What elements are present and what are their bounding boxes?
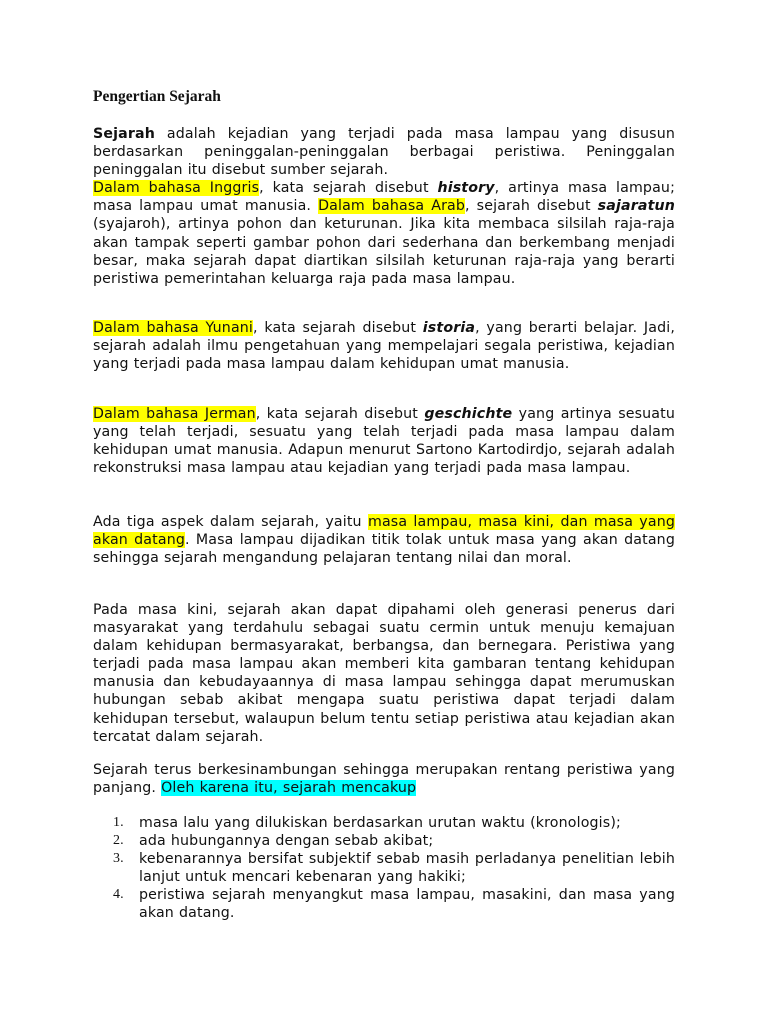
term-geschichte: geschichte: [424, 406, 513, 422]
text-span: , kata sejarah disebut: [255, 406, 425, 422]
list-item-text: masa lalu yang dilukiskan berdasarkan urutan waktu (kronologis);: [139, 815, 621, 831]
text-span: , yang berarti belajar. Jadi, sejarah adalah ilmu pengetahuan yang mempelajari segala peristiwa, kejadian yang terjadi pada masa lampau dalam kehidupan umat manusia.: [93, 320, 675, 373]
list-item-text: peristiwa sejarah menyangkut masa lampau, masakini, dan masa yang akan datang.: [139, 887, 675, 922]
text-span: (syajaroh), artinya pohon dan keturunan. Jika kita membaca silsilah raja-raja akan tampak seperti gambar pohon dari sederhana dan berkembang menjadi besar, maka sejarah dapat diartikan silsilah keturunan raja-raja yang berarti peristiwa pemerintahan keluarga raja pada masa lampau.: [93, 216, 675, 287]
text-span: Sejarah terus berkesinambungan sehingga merupakan rentang peristiwa yang panjang.: [93, 762, 675, 797]
list-item: [93, 850, 675, 886]
highlight-mencakup: Oleh karena itu, sejarah mencakup: [161, 780, 417, 797]
text-span: , kata sejarah disebut: [259, 180, 438, 197]
text-span: , artinya masa lampau; masa lampau umat manusia.: [93, 180, 675, 215]
text-span: , sejarah disebut: [465, 198, 598, 215]
highlight-arab: Dalam bahasa Arab: [318, 198, 466, 215]
paragraph-yunani: [93, 319, 675, 373]
list-item-text: ada hubungannya dengan sebab akibat;: [139, 833, 434, 850]
term-history: history: [437, 180, 495, 197]
list-number: 2.: [113, 833, 124, 849]
paragraph-berkesinambungan: [93, 761, 675, 797]
term-sejarah: Sejarah: [93, 126, 155, 142]
paragraph-jerman: [93, 405, 675, 477]
scope-list: [93, 814, 675, 923]
text-span: yang artinya sesuatu yang telah terjadi, sesuatu yang telah terjadi pada masa lampau dalam kehidupan umat manusia. Adapun menurut Sartono Kartodirdjo, sejarah adalah rekonstruksi masa lampau atau kejadian yang terjadi pada masa lampau.: [93, 406, 675, 477]
text-span: , kata sejarah disebut: [253, 320, 423, 336]
list-number: 3.: [113, 851, 124, 867]
text-span: . Masa lampau dijadikan titik tolak untuk masa yang akan datang sehingga sejarah mengandung pelajaran tentang nilai dan moral.: [93, 532, 675, 567]
term-istoria: istoria: [422, 320, 476, 336]
term-sajaratun: sajaratun: [597, 198, 675, 215]
list-item: [93, 832, 675, 850]
text-span: Pada masa kini, sejarah akan dapat dipahami oleh generasi penerus dari masyarakat yang terdahulu sebagai suatu cermin untuk menuju kemajuan dalam kehidupan bermasyarakat, berbangsa, dan bernegara. Peristiwa yang terjadi pada masa lampau akan memberi kita gambaran tentang kehidupan manusia dan kebudayaannya di masa lampau sehingga dapat merumuskan hubungan sebab akibat mengapa suatu peristiwa dapat terjadi dalam kehidupan tersebut, walaupun belum tentu setiap peristiwa atau kejadian akan tercatat dalam sejarah.: [93, 602, 675, 745]
highlight-jerman: Dalam bahasa Jerman: [93, 406, 256, 422]
paragraph-aspek: [93, 513, 675, 567]
list-number: 1.: [113, 815, 124, 830]
text-span: Ada tiga aspek dalam sejarah, yaitu: [93, 514, 368, 530]
highlight-yunani: Dalam bahasa Yunani: [93, 320, 254, 336]
list-item-text: kebenarannya bersifat subjektif sebab masih perladanya penelitian lebih lanjut untuk mencari kebenaran yang hakiki;: [139, 851, 675, 886]
list-number: 4.: [113, 887, 124, 903]
paragraph-definition: [93, 125, 675, 288]
paragraph-masa-kini: [93, 601, 675, 746]
text-span: adalah kejadian yang terjadi pada masa lampau yang disusun berdasarkan peninggalan-peninggalan berbagai peristiwa. Peninggalan peninggalan itu disebut sumber sejarah.: [93, 126, 675, 179]
list-item: [93, 886, 675, 922]
document-title: Pengertian Sejarah: [93, 88, 221, 105]
highlight-inggris: Dalam bahasa Inggris: [93, 180, 260, 197]
list-item: [93, 814, 675, 832]
highlight-aspek: masa lampau, masa kini, dan masa yang akan datang: [93, 514, 675, 549]
